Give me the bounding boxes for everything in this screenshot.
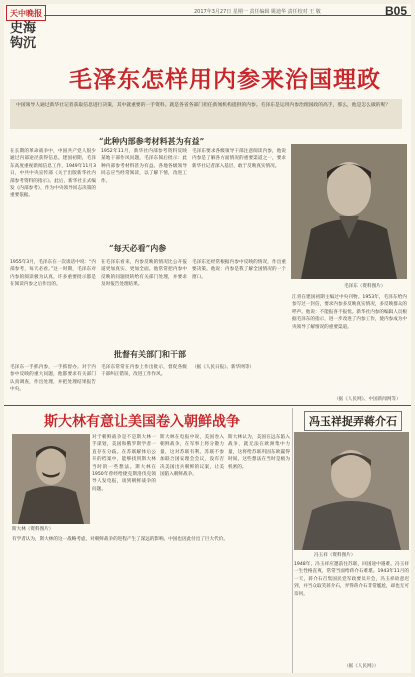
newspaper-page: [4, 4, 411, 673]
editor-note: （据《人民网》、中国新闻网等）: [334, 397, 401, 402]
column-name: 史海钩沉: [10, 21, 37, 51]
feng-caption: 冯玉祥（资料图片）: [314, 553, 356, 558]
article-text: 毛泽东还经常根据内参中反映的情况，作出重要决策。他说：内参是我了解全国情况的一个窗口。: [192, 260, 286, 280]
article-text: 毛泽东一手抓内参，一手抓督办。对于内参中反映的重大问题，他都要求有关部门认真调查，作出处理，并把处理结果报告中央。: [10, 365, 96, 393]
feng-headline: 冯玉祥捉弄蒋介石: [304, 411, 402, 431]
article-text: 有学者认为，斯大林的这一战略考虑，对朝鲜战争的进程产生了深远的影响。中国也因此付出了巨大代价。: [12, 537, 228, 542]
feng-source: （据《人民网》）: [344, 664, 379, 669]
subheading-3: 批督有关部门和干部: [114, 349, 186, 359]
article-text: 毛泽东常常在内参上作出批示，督促各级干部纠正错误，改进工作作风。: [101, 365, 187, 378]
masthead: [4, 4, 411, 51]
mao-caption: 毛泽东（资料图片）: [344, 284, 386, 289]
section-divider: [4, 405, 411, 406]
stalin-portrait: [12, 434, 90, 524]
subheading-2: “每天必看”内参: [109, 243, 167, 253]
article-text: 1948年，冯玉祥应邀前往苏联，回国途中遇难。冯玉祥一生性格直爽，常常当面给蒋介石难堪。1943年11月的一天，蒋介石召集国民党军政要员开会，冯玉祥故意迟到，并当众取笑蒋介石，弄得蒋介石非常尴尬，却也无可奈何。: [294, 562, 409, 597]
article-text: 在长期的革命战争中，中国共产党人很少通过内部途径获得信息。建国初期，毛泽东高度重视新闻信息工作，1949年11月3日，中共中央宣传部《关于出版新华社内部参考资料的指示》。此后，新华社正式编发《内部参考》，作为中央领导同志决策的重要依据。: [10, 149, 96, 199]
stalin-caption: 斯大林（资料图片）: [12, 527, 54, 532]
newspaper-logo: 天中晚报: [6, 5, 46, 21]
article-text: 斯大林认为，美国在远东陷入战争，就无法在欧洲集中力量，这将给苏联巩固东欧赢得时间。这些想法在当时是极为机密的。: [228, 435, 290, 470]
article-text-right: 江青在建国初期主编过中央刊物。1953年，毛泽东给内参写过一封信，要求内参多反映真实情况，多反映群众的呼声。他说：不能报喜不报忧。新华社内参的编辑人员根据毛泽东的指示，进一步改进了内参工作，使内参成为中央领导了解情况的重要渠道。: [292, 295, 407, 330]
subheading-1: “此种内部参考材料甚为有益”: [99, 136, 205, 146]
article-text: 1955年3月，毛泽东在一次谈话中说：“内部参考，每天必看。”这一时期，毛泽东对内参的阅读极为认真，许多重要批示都是在阅读内参之后作出的。: [10, 260, 96, 288]
feng-portrait: [294, 432, 409, 550]
article-text: 1952年11月，新华社内部参考资料反映某地干部作风问题，毛泽东阅后批示：此种内部参考材料甚为有益。各地各级领导同志应当经常阅读，以了解下情，改进工作。: [101, 149, 187, 184]
main-headline: 毛泽东怎样用内参来治国理政: [69, 66, 381, 93]
article-text: 在毛泽东看来，内参反映的情况比公开报道更加真实、更加全面。他常常把内参中反映的问题批转给有关部门处理，并要求及时报告处理结果。: [101, 260, 187, 288]
article-text: （据《人民日报》、新华网等）: [192, 365, 255, 370]
column-divider: [292, 408, 293, 673]
bottom-headline: 斯大林有意让美国卷入朝鲜战争: [44, 414, 240, 430]
article-text: 毛泽东要求各级领导干部注意阅读内参，他说内参是了解各方面情况的重要渠道之一，要求新华社记者深入基层，敢于反映真实情况。: [192, 149, 286, 169]
page-number: B05: [384, 4, 407, 18]
article-text: 对于朝鲜战争是不是斯大林一手谋划，美国和俄罗斯学者一直存在分歧。在苏联解体后公开的档案中，能够找到斯大林当时的一些想法。斯大林在1950年曾经给捷克斯洛伐克领导人发电报，谈到朝鲜战争的问题。: [92, 435, 156, 492]
mao-portrait: [291, 144, 407, 279]
masthead-rule: [44, 15, 411, 16]
article-text: 斯大林在电报中说，美国卷入朝鲜战争，在军事上将分散力量，这对苏联有利。苏联不参加联合国安理会会议，没有否决美国出兵朝鲜的议案，让美国陷入朝鲜战争。: [160, 435, 224, 478]
date-line: 2017年3月27日 星期一 责任编辑 姚迪华 责任校对 王 敬: [194, 9, 321, 15]
intro-box: 中国领导人通过新华社记者获取信息进行决策，其中就重要的一手资料。就是各省各部门担任新闻机构提供的内参。毛泽东是运用内参治理国政的高手，那么，他是怎么做的呢？: [10, 99, 402, 129]
